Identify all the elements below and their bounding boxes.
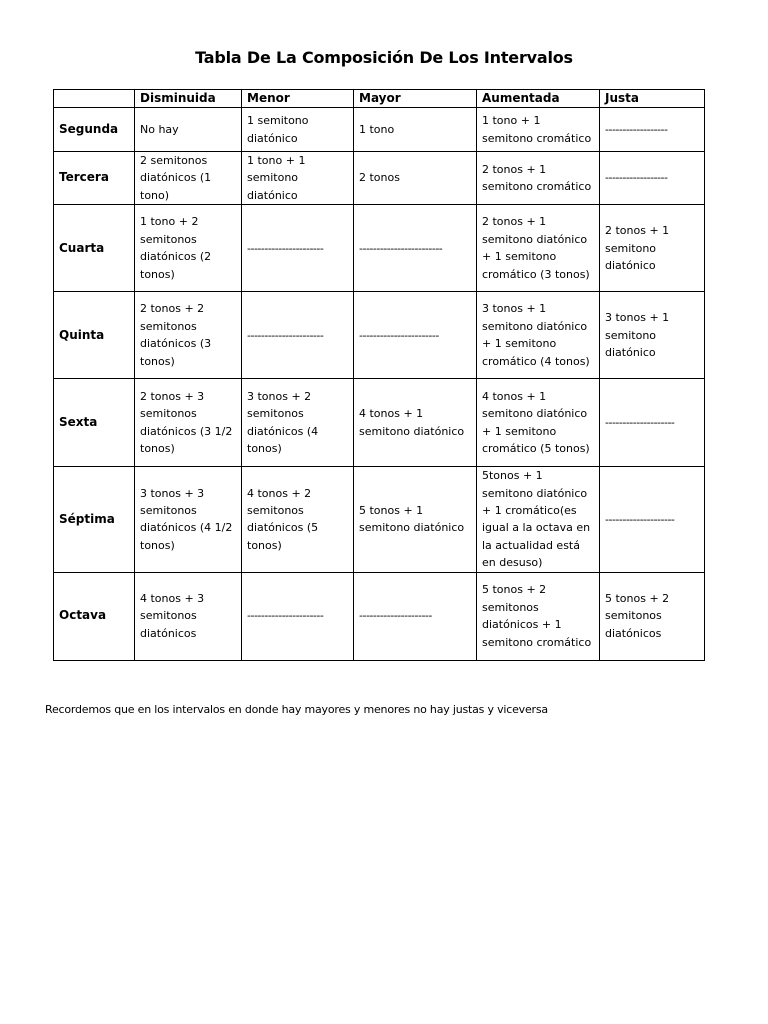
table-cell: 3 tonos + 1 semitono diatónico	[600, 292, 705, 379]
table-cell: 2 semitonos diatónicos (1 tono)	[135, 152, 242, 205]
table-cell: 4 tonos + 2 semitonos diatónicos (5 tonos)	[242, 467, 354, 572]
table-cell: 2 tonos + 2 semitonos diatónicos (3 tonos)	[135, 292, 242, 379]
table-cell: 1 tono + 2 semitonos diatónicos (2 tonos)	[135, 205, 242, 292]
table-cell: ----------------------	[242, 572, 354, 660]
table-row	[54, 467, 705, 572]
table-cell: 5 tonos + 2 semitonos diatónicos	[600, 572, 705, 660]
table-cell: 3 tonos + 2 semitonos diatónicos (4 tonos)	[242, 379, 354, 467]
table-header-row	[54, 90, 705, 108]
row-label: Cuarta	[54, 205, 135, 292]
table-row	[54, 108, 705, 152]
table-row	[54, 152, 705, 205]
table-cell: 3 tonos + 3 semitonos diatónicos (4 1/2 tonos)	[135, 467, 242, 572]
header-menor: Menor	[242, 90, 354, 108]
table-cell: ----------------------	[242, 292, 354, 379]
table-cell: 1 tono	[354, 108, 477, 152]
row-label: Segunda	[54, 108, 135, 152]
row-label: Séptima	[54, 467, 135, 572]
row-label: Quinta	[54, 292, 135, 379]
table-cell: 3 tonos + 1 semitono diatónico + 1 semitono cromático (4 tonos)	[477, 292, 600, 379]
table-cell: 2 tonos + 3 semitonos diatónicos (3 1/2 tonos)	[135, 379, 242, 467]
table-cell: 2 tonos + 1 semitono cromático	[477, 152, 600, 205]
table-cell: ------------------------	[354, 205, 477, 292]
row-label: Sexta	[54, 379, 135, 467]
table-cell: 1 tono + 1 semitono cromático	[477, 108, 600, 152]
table-cell: ---------------------	[354, 572, 477, 660]
header-mayor: Mayor	[354, 90, 477, 108]
table-cell: No hay	[135, 108, 242, 152]
table-row	[54, 205, 705, 292]
table-cell: 2 tonos + 1 semitono diatónico + 1 semitono cromático (3 tonos)	[477, 205, 600, 292]
table-cell: ------------------	[600, 152, 705, 205]
table-cell: 4 tonos + 1 semitono diatónico	[354, 379, 477, 467]
table-cell: 5 tonos + 2 semitonos diatónicos + 1 semitono cromático	[477, 572, 600, 660]
table-cell: ------------------	[600, 108, 705, 152]
table-cell: 1 semitono diatónico	[242, 108, 354, 152]
header-corner	[54, 90, 135, 108]
table-row	[54, 572, 705, 660]
table-row	[54, 379, 705, 467]
header-justa: Justa	[600, 90, 705, 108]
table-cell: 2 tonos	[354, 152, 477, 205]
table-row	[54, 292, 705, 379]
intervals-table	[53, 89, 705, 661]
table-cell: --------------------	[600, 467, 705, 572]
header-disminuida: Disminuida	[135, 90, 242, 108]
page-title: Tabla De La Composición De Los Intervalos	[195, 48, 573, 67]
row-label: Octava	[54, 572, 135, 660]
table-cell: 5 tonos + 1 semitono diatónico	[354, 467, 477, 572]
table-cell: --------------------	[600, 379, 705, 467]
header-aumentada: Aumentada	[477, 90, 600, 108]
table-cell: ----------------------	[242, 205, 354, 292]
footnote: Recordemos que en los intervalos en donde hay mayores y menores no hay justas y viceversa	[45, 703, 548, 716]
table-cell: 5tonos + 1 semitono diatónico + 1 cromático(es igual a la octava en la actualidad está en desuso)	[477, 467, 600, 572]
row-label: Tercera	[54, 152, 135, 205]
table-cell: 1 tono + 1 semitono diatónico	[242, 152, 354, 205]
table-cell: 4 tonos + 1 semitono diatónico + 1 semitono cromático (5 tonos)	[477, 379, 600, 467]
table-cell: 2 tonos + 1 semitono diatónico	[600, 205, 705, 292]
table-cell: 4 tonos + 3 semitonos diatónicos	[135, 572, 242, 660]
table-cell: -----------------------	[354, 292, 477, 379]
